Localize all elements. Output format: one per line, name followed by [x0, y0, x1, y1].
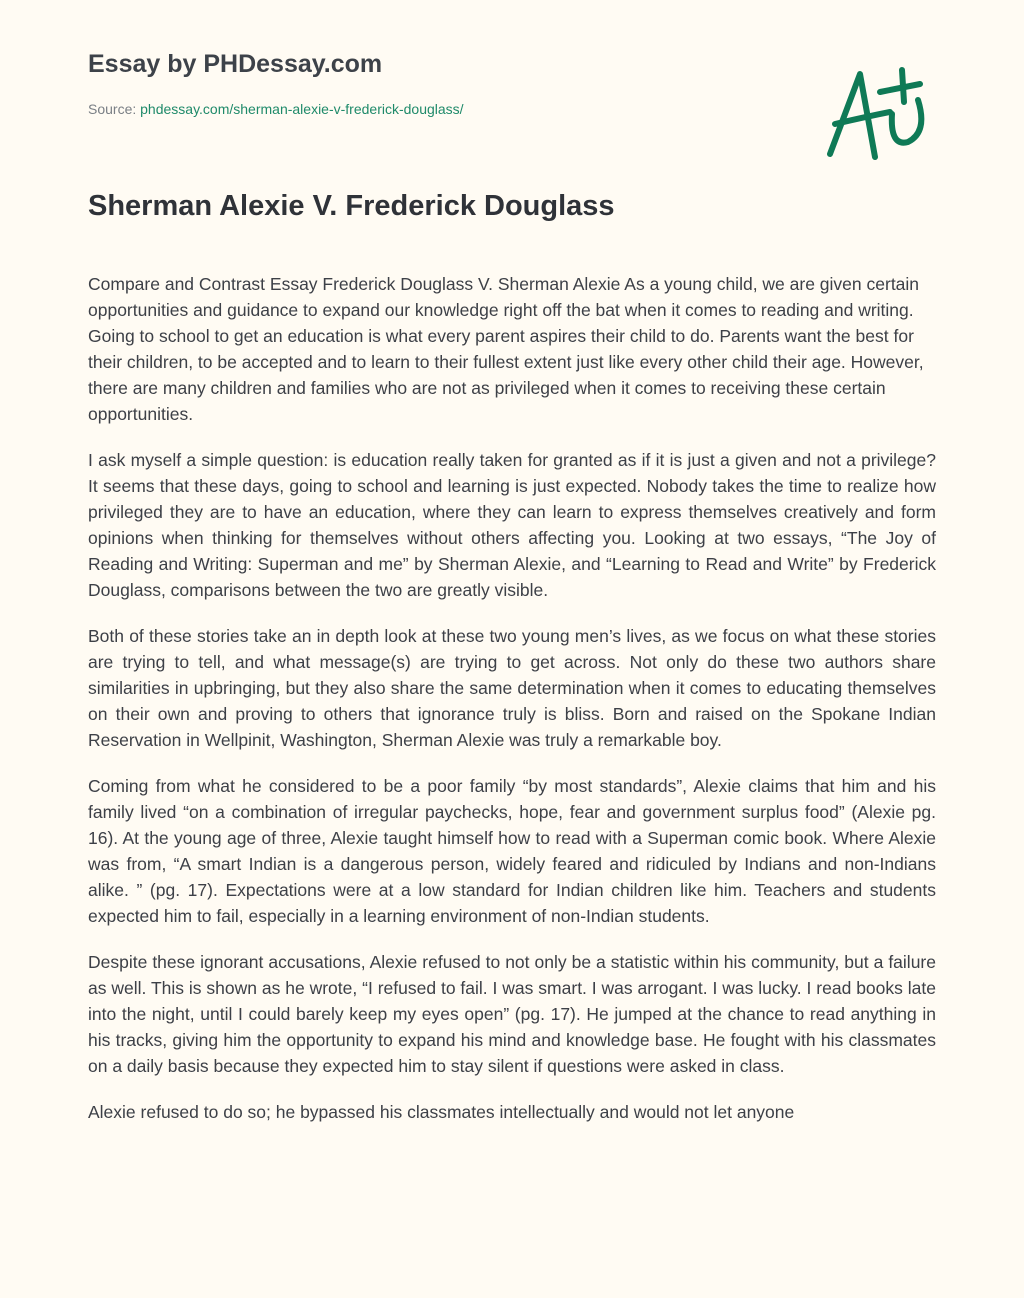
essay-body	[88, 271, 936, 1145]
source-link[interactable]: phdessay.com/sherman-alexie-v-frederick-douglass/	[140, 101, 464, 117]
essay-paragraph: I ask myself a simple question: is education really taken for granted as if it is just a given and not a privilege? It seems that these days, going to school and learning is just expected. Nobody takes the time to realize how privileged they are to have an education, where they can learn to express themselves creatively and form opinions when thinking for themselves without others affecting you. Looking at two essays, “The Joy of Reading and Writing: Superman and me” by Sherman Alexie, and “Learning to Read and Write” by Frederick Douglass, comparisons between the two are greatly visible.	[88, 450, 936, 600]
essay-paragraph: Both of these stories take an in depth look at these two young men’s lives, as we focus on what these stories are trying to tell, and what message(s) are trying to get across. Not only do these two authors share similarities in upbringing, but they also share the same determination when it comes to educating themselves on their own and proving to others that ignorance truly is bliss. Born and raised on the Spokane Indian Reservation in Wellpinit, Washington, Sherman Alexie was truly a remarkable boy.	[88, 626, 936, 750]
page-title: Sherman Alexie V. Frederick Douglass	[88, 190, 615, 222]
essay-paragraph: Compare and Contrast Essay Frederick Douglass V. Sherman Alexie As a young child, we are given certain opportunities and guidance to expand our knowledge right off the bat when it comes to reading and writing. Going to school to get an education is what every parent aspires their child to do. Parents want the best for their children, to be accepted and to learn to their fullest extent just like every other child their age. However, there are many children and families who are not as privileged when it comes to receiving these certain opportunities.	[88, 274, 924, 424]
essay-paragraph: Coming from what he considered to be a poor family “by most standards”, Alexie claims that him and his family lived “on a combination of irregular paychecks, hope, fear and government surplus food” (Alexie pg. 16). At the young age of three, Alexie taught himself how to read with a Superman comic book. Where Alexie was from, “A smart Indian is a dangerous person, widely feared and ridiculed by Indians and non-Indians alike. ” (pg. 17). Expectations were at a low standard for Indian children like him. Teachers and students expected him to fail, especially in a learning environment of non-Indian students.	[88, 776, 936, 926]
essay-paragraph: Alexie refused to do so; he bypassed his classmates intellectually and would not let anyone	[88, 1102, 795, 1122]
a-plus-logo-icon	[820, 62, 930, 162]
source-line	[88, 101, 464, 117]
source-label: Source:	[88, 101, 137, 117]
essay-paragraph: Despite these ignorant accusations, Alexie refused to not only be a statistic within his community, but a failure as well. This is shown as he wrote, “I refused to fail. I was smart. I was arrogant. I was lucky. I read books late into the night, until I could barely keep my eyes open” (pg. 17). He jumped at the chance to read anything in his tracks, giving him the opportunity to expand his mind and knowledge base. He fought with his classmates on a daily basis because they expected him to stay silent if questions were asked in class.	[88, 952, 936, 1076]
site-brand: Essay by PHDessay.com	[88, 50, 383, 78]
